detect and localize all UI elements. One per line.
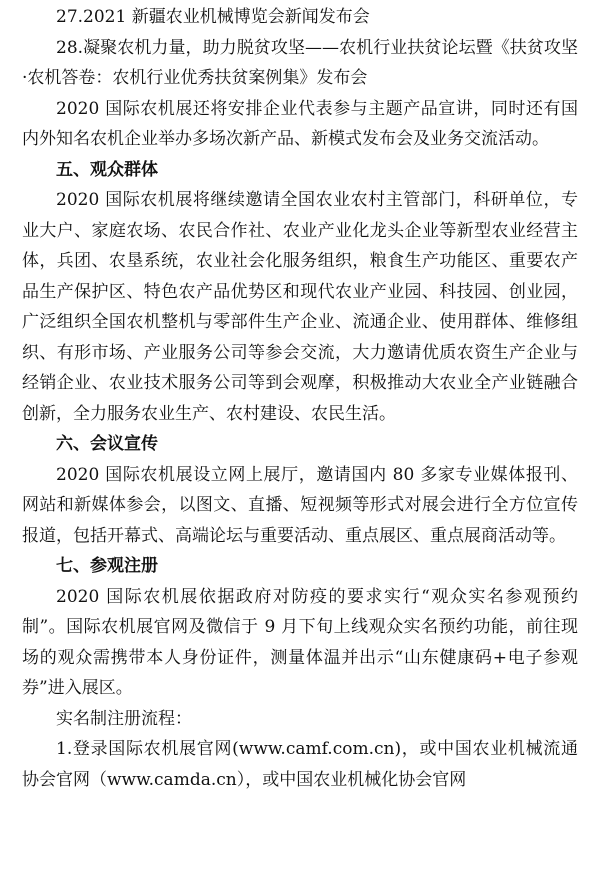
- list-item-27: 27.2021 新疆农业机械博览会新闻发布会: [56, 7, 370, 27]
- paragraph-audience: 2020 国际农机展将继续邀请全国农业农村主管部门，科研单位，专业大户、家庭农场、农民合作社、农业产业化龙头企业等新型农业经营主体，兵团、农垦系统，农业社会化服务组织，粮食生产功能区、重要农产品生产保护区、特色农产品优势区和现代农业产业园、科技园、创业园，广泛组织全国农机整机与零部件生产企业、流通企业、使用群体、维修组织、有形市场、产业服务公司等参会交流，大力邀请优质农资生产企业与经销企业、农业技术服务公司等到会观摩，积极推动大农业全产业链融合创新，全力服务农业生产、农村建设、农民生活。: [22, 190, 578, 424]
- section-heading-publicity: 六、会议宣传: [56, 434, 158, 454]
- section-heading-registration: 七、参观注册: [56, 556, 158, 576]
- section-heading-audience: 五、观众群体: [56, 159, 158, 180]
- list-item-step-1: 1.登录国际农机展官网(www.camf.com.cn)，或中国农业机械流通协会官网（www.camda.cn），或中国农业机械化协会官网: [22, 739, 578, 790]
- list-item-28: 28.凝聚农机力量，助力脱贫攻坚——农机行业扶贫论坛暨《扶贫攻坚·农机答卷：农机行业优秀扶贫案例集》发布会: [22, 37, 578, 88]
- paragraph-publicity: 2020 国际农机展设立网上展厅，邀请国内 80 多家专业媒体报刊、网站和新媒体参会，以图文、直播、短视频等形式对展会进行全方位宣传报道，包括开幕式、高端论坛与重要活动、重点展区、重点展商活动等。: [22, 464, 578, 546]
- paragraph-product-launch: 2020 国际农机展还将安排企业代表参与主题产品宣讲，同时还有国内外知名农机企业举办多场次新产品、新模式发布会及业务交流活动。: [22, 98, 578, 149]
- paragraph-registration: 2020 国际农机展依据政府对防疫的要求实行“观众实名参观预约制”。国际农机展官网及微信于 9 月下旬上线观众实名预约功能，前往现场的观众需携带本人身份证件，测量体温并出示“山东健康码+电子参观券”进入展区。: [22, 586, 578, 698]
- paragraph-registration-process-label: 实名制注册流程：: [56, 708, 192, 729]
- document-body: [22, 2, 578, 795]
